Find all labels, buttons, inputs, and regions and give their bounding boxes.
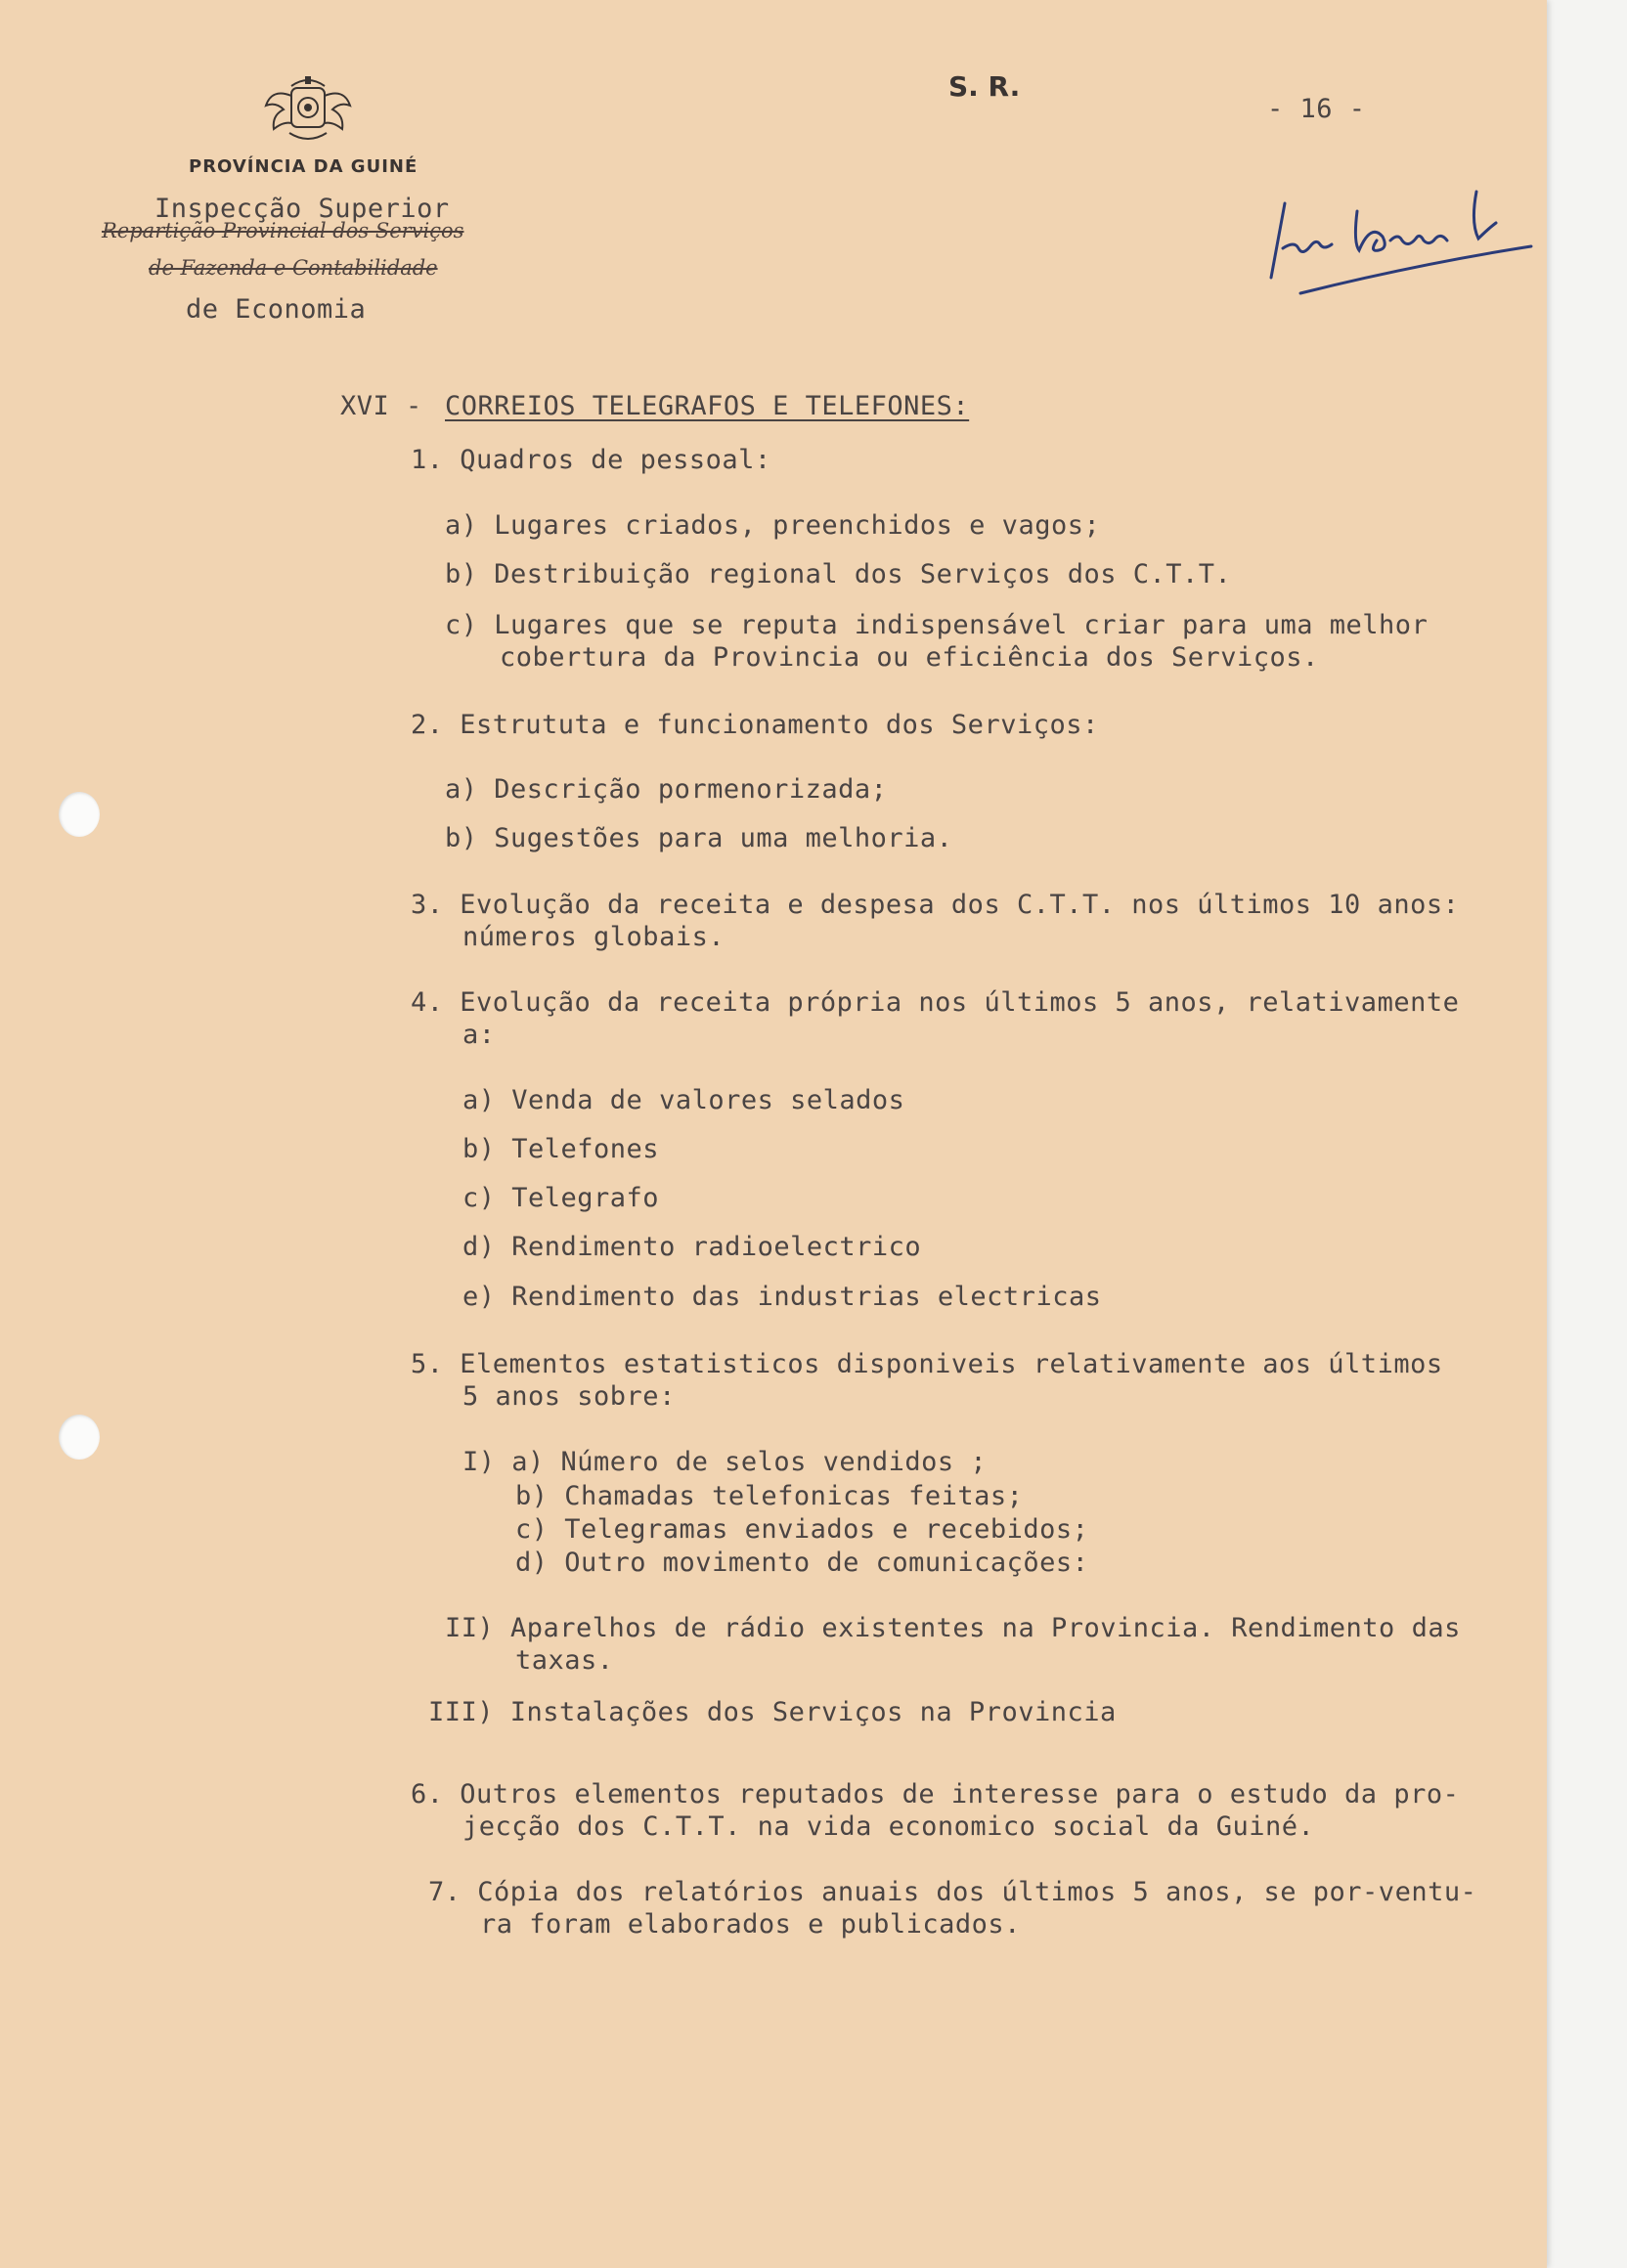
item-7-line2: ra foram elaborados e publicados. [480,1909,1021,1940]
punch-hole-lower [59,1415,100,1460]
item-3-line1: 3. Evolução da receita e despesa dos C.T.T. nos últimos 10 anos: [411,890,1460,920]
province-heading: PROVÍNCIA DA GUINÉ [189,156,418,177]
item-4c: c) Telegrafo [462,1183,660,1213]
item-5-II-line1: II) Aparelhos de rádio existentes na Provincia. Rendimento das [445,1613,1461,1643]
item-5-line2: 5 anos sobre: [462,1381,676,1412]
item-4e: e) Rendimento das industrias electricas [462,1282,1102,1312]
office-line-1: Inspecção Superior [154,194,450,224]
item-5-line1: 5. Elementos estatisticos disponiveis relativamente aos últimos [411,1349,1443,1379]
office-line-2: de Economia [186,294,367,325]
stamp-sr: S. R. [948,70,1021,103]
struck-office-line-1: Repartição Provincial dos Serviços [102,219,464,242]
section-number: XVI - [340,391,422,421]
item-1b: b) Destribuição regional dos Serviços dos C.T.T. [445,559,1232,589]
item-6-line2: jecção dos C.T.T. na vida economico social da Guiné. [462,1811,1315,1842]
item-4d: d) Rendimento radioelectrico [462,1232,922,1262]
item-2b: b) Sugestões para uma melhoria. [445,823,953,853]
page-number: - 16 - [1267,94,1366,124]
item-5-I-c: c) Telegramas enviados e recebidos; [515,1514,1089,1545]
item-1a: a) Lugares criados, preenchidos e vagos; [445,510,1101,541]
item-1c-line1: c) Lugares que se reputa indispensável criar para uma melhor [445,610,1429,640]
item-4-line2: a: [462,1020,496,1050]
item-2-label: 2. Estrututa e funcionamento dos Serviços: [411,710,1099,740]
item-1c-line2: cobertura da Provincia ou eficiência dos Serviços. [500,642,1319,673]
item-5-I-a: I) a) Número de selos vendidos ; [462,1447,988,1477]
section-title: CORREIOS TELEGRAFOS E TELEFONES: [445,391,970,421]
coat-of-arms-emblem [262,72,354,147]
item-2a: a) Descrição pormenorizada; [445,774,888,805]
punch-hole-upper [59,792,100,837]
item-1-label: 1. Quadros de pessoal: [411,445,771,475]
handwritten-signature [1261,184,1540,301]
item-7-line1: 7. Cópia dos relatórios anuais dos últimos 5 anos, se por-ventu- [428,1877,1477,1907]
item-6-line1: 6. Outros elementos reputados de interesse para o estudo da pro- [411,1779,1460,1810]
struck-office-line-2: de Fazenda e Contabilidade [149,256,438,280]
item-4-line1: 4. Evolução da receita própria nos últimos 5 anos, relativamente [411,987,1460,1018]
item-5-II-line2: taxas. [515,1645,614,1676]
item-4b: b) Telefones [462,1134,660,1164]
item-4a: a) Venda de valores selados [462,1085,905,1115]
item-5-I-d: d) Outro movimento de comunicações: [515,1548,1089,1578]
item-5-III: III) Instalações dos Serviços na Provincia [428,1697,1117,1727]
item-3-line2: números globais. [462,922,726,952]
item-5-I-b: b) Chamadas telefonicas feitas; [515,1481,1024,1511]
